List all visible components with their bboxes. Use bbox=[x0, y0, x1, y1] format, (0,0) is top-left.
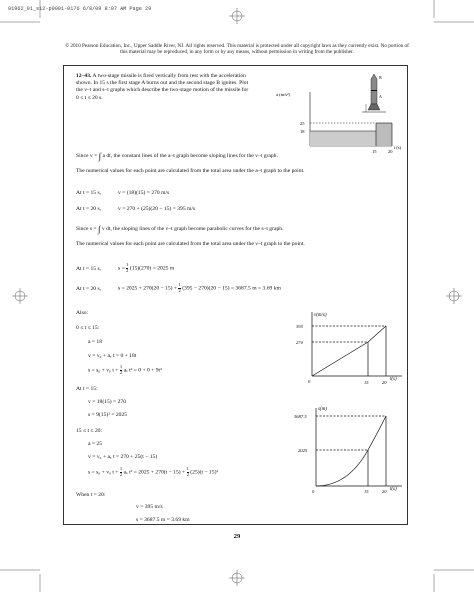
fig-x-axis-label: t (s) bbox=[394, 145, 402, 150]
st-tick-3687: 3687.5 bbox=[294, 414, 307, 419]
missile-icon bbox=[362, 74, 386, 112]
vt-sketch bbox=[286, 308, 408, 388]
st-intro: Since s = ∫ v dt, the sloping lines of the v–t graph become parabolic curves for the s–t graph. bbox=[76, 224, 284, 234]
range1-s: s = s₀ + v₀ t + $\frac{1}{2}$ aₓ t² = 0 + 0 + 9t² bbox=[88, 364, 162, 375]
vt-at-15-eq: v = (18)(15) = 270 m/s bbox=[118, 190, 170, 196]
vt-origin: 0 bbox=[308, 379, 311, 384]
copyright-notice: © 2010 Pearson Education, Inc., Upper Saddle River, NJ. All rights reserved. This material is protected under all copyright laws as they currently exist. No portion of this material may be reproduced, in any form or by any means, without permission in writing from the publisher. bbox=[65, 43, 409, 56]
final-s: s = 3687.5 m = 3.69 km bbox=[136, 517, 190, 523]
when-20-label: When t = 20: bbox=[76, 492, 106, 498]
vt-at-15-label: At t = 15 s, bbox=[76, 190, 102, 196]
missile-label-a: A bbox=[379, 94, 382, 99]
range-0-15: 0 ≤ t ≤ 15: bbox=[76, 325, 100, 331]
file-header-line: 91962_01_s12-p0001-0176 6/8/09 8:07 AM Page 29 bbox=[8, 6, 152, 12]
range1-a: a = 18 bbox=[88, 339, 103, 345]
st-numeric-note: The numerical values for each point are calculated from the total area under the v–t graph to the point. bbox=[76, 241, 305, 247]
problem-number: 12–43. bbox=[76, 73, 92, 79]
st-y-label: s(m) bbox=[318, 407, 327, 412]
vt-numeric-note: The numerical values for each point are calculated from the total area under the a–t graph to the point. bbox=[76, 168, 305, 174]
st-at-20-eq: s = 2025 + 270(20 − 15) + $\frac{1}{2}$ (395 − 270)(20 − 15) = 3687.5 m = 3.69 km bbox=[118, 282, 281, 293]
st-sketch bbox=[286, 402, 408, 494]
page-number: 29 bbox=[233, 533, 241, 540]
range2-s: s = s₀ + v₀ t + $\frac{1}{2}$ aₓ t² = 2025 + 270(t − 15) + $\frac{1}{2}$ (25)(t − 15)² bbox=[88, 466, 219, 477]
range2-a: a = 25 bbox=[88, 441, 103, 447]
at-15-label: At t = 15: bbox=[76, 386, 98, 392]
at15-v: v = 18(15) = 270 bbox=[88, 399, 127, 405]
vt-tick-20: 20 bbox=[382, 380, 387, 385]
fig-tick-y-25: 25 bbox=[300, 121, 305, 126]
vt-line-segment-1 bbox=[312, 342, 368, 376]
st-tick-2025: 2025 bbox=[298, 448, 308, 453]
missile-label-b: B bbox=[379, 75, 382, 80]
st-x-label: t(s) bbox=[390, 487, 397, 492]
problem-text: A two-stage missile is fired vertically from rest with the acceleration shown. In 15 s the first stage A burns out and the second stage B ignites. Plot the v–t and s–t graphs which describe the two-stage motion of the missile for 0 ≤ t ≤ 20 s. bbox=[76, 73, 249, 101]
st-at-15-eq: s = $\frac{1}{2}$ (15)(270) = 2025 m bbox=[118, 262, 175, 273]
st-tick-20: 20 bbox=[382, 489, 387, 494]
range2-v: v = v₀ + aₓ t = 270 + 25(t − 15) bbox=[88, 454, 158, 460]
problem-statement bbox=[76, 73, 252, 102]
range-15-20: 15 ≤ t ≤ 20: bbox=[76, 428, 103, 434]
range1-v: v = v₀ + aₓ t = 0 + 18t bbox=[88, 353, 137, 359]
acceleration-graph-figure bbox=[250, 70, 400, 160]
st-tick-15: 15 bbox=[364, 489, 369, 494]
st-at-15-label: At t = 15 s, bbox=[76, 266, 102, 272]
fig-tick-x-15: 15 bbox=[372, 149, 377, 154]
st-parabola-1 bbox=[316, 450, 368, 486]
vt-x-label: t(s) bbox=[390, 377, 397, 382]
vt-at-20-label: At t = 20 s, bbox=[76, 206, 102, 212]
fig-y-axis-label: a (m/s²) bbox=[276, 92, 290, 97]
vt-tick-15: 15 bbox=[364, 380, 369, 385]
vt-tick-270: 270 bbox=[296, 340, 303, 345]
fig-tick-y-18: 18 bbox=[300, 129, 305, 134]
st-origin: 0 bbox=[312, 489, 315, 494]
st-at-20-label: At t = 20 s, bbox=[76, 286, 102, 292]
also-label: Also: bbox=[76, 310, 89, 316]
vt-line-segment-2 bbox=[368, 326, 386, 342]
vt-y-label: v(m/s) bbox=[314, 313, 327, 318]
vt-at-20-eq: v = 270 + (25)(20 − 15) = 395 m/s bbox=[118, 206, 196, 212]
final-v: v = 395 m/s bbox=[136, 504, 163, 510]
vt-tick-395: 395 bbox=[296, 324, 303, 329]
st-parabola-2 bbox=[368, 416, 386, 450]
at15-s: s = 9(15)² = 2025 bbox=[88, 412, 128, 418]
vt-intro: Since v = ∫ a dt, the constant lines of the a–t graph become sloping lines for the v–t graph. bbox=[76, 151, 278, 161]
fig-tick-x-20: 20 bbox=[388, 149, 393, 154]
